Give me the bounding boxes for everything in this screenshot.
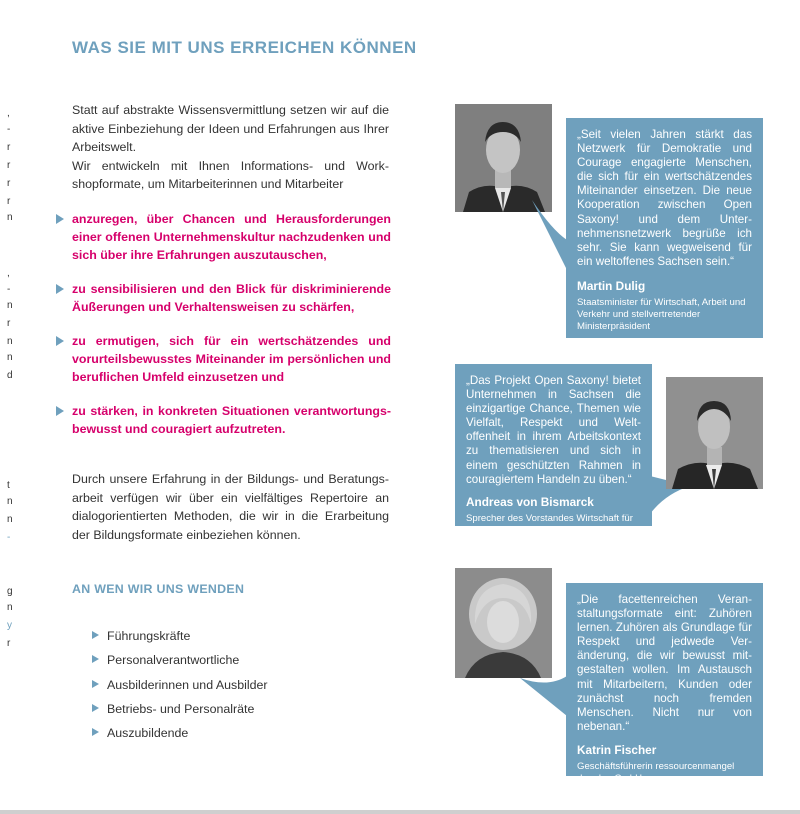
quote-box-katrin-fischer	[566, 583, 763, 784]
speech-bubble-tail	[532, 200, 568, 270]
audience-item	[92, 673, 268, 697]
goal-text: zu sensibilisieren und den Blick für diskriminierende Äußerungen und Verhaltensweisen zu schärfen,	[72, 282, 391, 314]
quote-text: „Das Projekt Open Saxony! bietet Unternehmen in Sachsen die einzigartige Chance, Themen wie Vielfalt, Respekt und Weltoffenheit in ihrem Arbeitskontext zu thematisieren und sich in einem geschützten Rahmen in couragiertem Handeln zu üben.“	[466, 374, 641, 486]
audience-label: Personalverantwortliche	[107, 653, 240, 668]
audience-heading: AN WEN WIR UNS WENDEN	[72, 582, 245, 596]
goal-text: zu ermutigen, sich für ein wertschätzendes und vorurteilsbewusstes Miteinander im persönlichen und beruflichen Umfeld einzusetzen und	[72, 334, 391, 384]
portrait-photo-katrin-fischer	[455, 568, 552, 678]
triangle-bullet-icon	[92, 704, 99, 712]
page-heading: WAS SIE MIT UNS ERREICHEN KÖNNEN	[72, 38, 417, 57]
intro-paragraph-1: Statt auf abstrakte Wissensvermittlung setzen wir auf die aktive Einbeziehung der Ideen und Erfahrungen aus Ihrer Arbeitswelt.	[72, 103, 389, 154]
portrait-photo-martin-dulig	[455, 104, 552, 212]
quote-box-andreas-von-bismarck	[455, 364, 652, 536]
audience-label: Auszubildende	[107, 726, 189, 741]
goal-text: anzuregen, über Chancen und Herausforderungen einer offenen Unternehmenskultur nachzudenken und sich über ihre Erfahrungen auszutauschen,	[72, 212, 391, 262]
quote-author: Andreas von Bismarck	[466, 494, 594, 509]
goal-item	[56, 332, 391, 386]
triangle-bullet-icon	[56, 336, 64, 346]
intro-text	[72, 101, 389, 194]
quote-author: Katrin Fischer	[577, 742, 657, 757]
triangle-bullet-icon	[56, 406, 64, 416]
audience-item	[92, 721, 268, 745]
quote-author: Martin Dulig	[577, 278, 646, 293]
goal-item	[56, 280, 391, 316]
goal-text: zu stärken, in konkreten Situationen verantwortungsbewusst und couragiert aufzutreten.	[72, 404, 391, 436]
audience-label: Ausbilderinnen und Ausbilder	[107, 677, 268, 692]
quote-author-role: Sprecher des Vorstandes Wirtschaft für ein Weltoffenes Sachsen e.V.	[466, 512, 633, 536]
goal-item	[56, 210, 391, 264]
triangle-bullet-icon	[92, 631, 99, 639]
quote-text: „Die facettenreichen Veranstaltungsformate eint: Zuhören lernen. Zuhören als Grundlage für Respekt und jedwede Veränderung, die wir bewusst mitgestalten wollen. Im Austausch mit Mitarbeitern, Kunden oder zunächst noch fremden Menschen. Nicht nur von nebenan.“	[577, 593, 752, 733]
intro-paragraph-2: Wir entwickeln mit Ihnen Informations- und Workshopformate, um Mitarbeiterinnen und Mitarbeiter	[72, 158, 389, 191]
quote-box-martin-dulig	[566, 118, 763, 338]
quote-text: „Seit vielen Jahren stärkt das Netzwerk für Demokratie und Courage engagierte Menschen, die sich für ein wertschätzendes Miteinander einsetzen. Die neue Kooperation zwischen Open Saxony! und dem Unternehmensnetzwerk begrüße ich sehr. Sie kann wegweisend für ein weltoffenes Sachsen sein.“	[577, 128, 752, 268]
audience-item	[92, 648, 268, 672]
audience-item	[92, 624, 268, 648]
speech-bubble-tail	[520, 676, 568, 716]
previous-page-edge: , - r r r r n , - n r n n d t n n - g n y r	[7, 108, 13, 649]
audience-label: Betriebs- und Personalräte	[107, 701, 255, 716]
audience-item	[92, 697, 268, 721]
triangle-bullet-icon	[92, 655, 99, 663]
experience-paragraph: Durch unsere Erfahrung in der Bildungs- und Beratungsarbeit verfügen wir über ein vielfältiges Repertoire an dialogorientierten Methoden, die wir in die Erarbeitung der Bildungsformate einbeziehen können.	[72, 472, 389, 542]
triangle-bullet-icon	[92, 680, 99, 688]
quote-author-role: Staatsminister für Wirtschaft, Arbeit und Verkehr und stellvertretender Ministerpräsident	[577, 296, 746, 332]
audience-list	[92, 624, 268, 745]
page-bottom-rule	[0, 810, 800, 814]
triangle-bullet-icon	[56, 214, 64, 224]
audience-label: Führungskräfte	[107, 629, 191, 643]
quote-author-role: Geschäftsführerin ressourcenmangel dresden GmbH	[577, 760, 735, 784]
goal-item	[56, 402, 391, 438]
portrait-photo-andreas-von-bismarck	[666, 377, 763, 489]
triangle-bullet-icon	[92, 728, 99, 736]
triangle-bullet-icon	[56, 284, 64, 294]
